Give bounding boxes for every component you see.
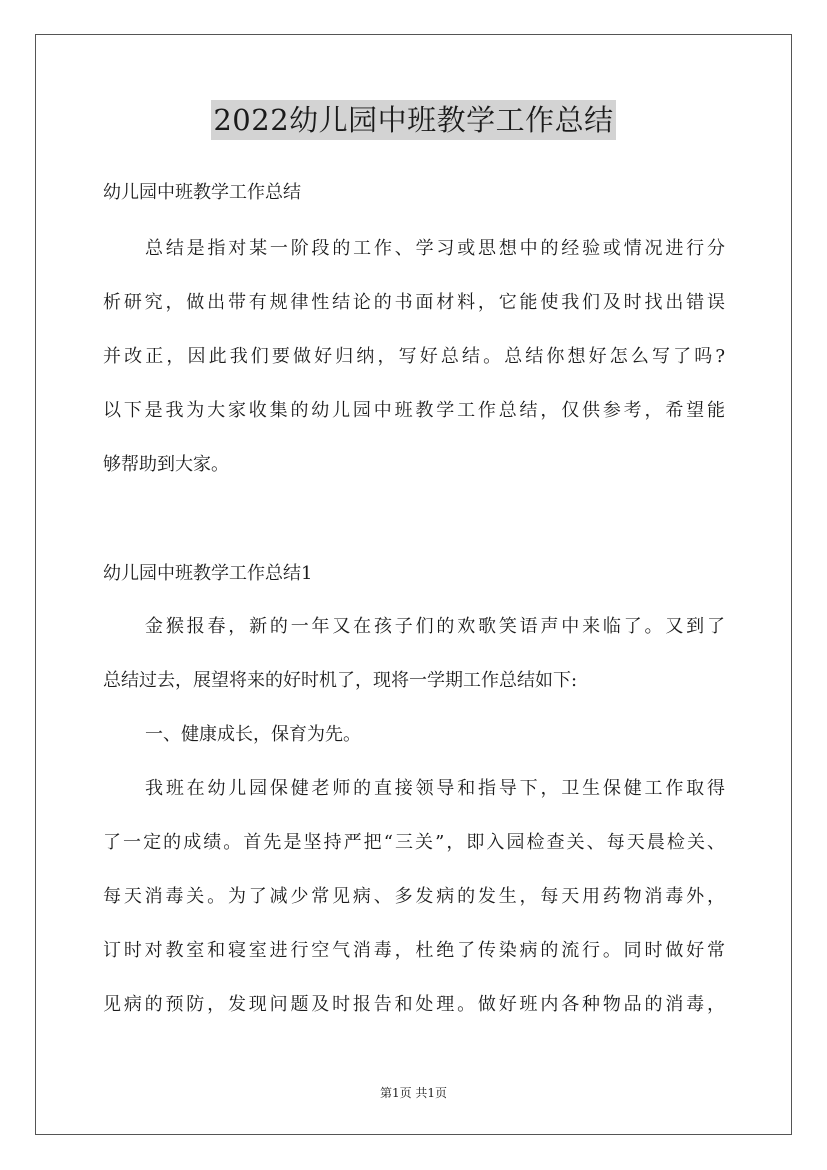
intro-line: 以下是我为大家收集的幼儿园中班教学工作总结，仅供参考，希望能 [103, 400, 725, 421]
intro-line: 够帮助到大家。 [103, 454, 229, 475]
body-line: 金猴报春，新的一年又在孩子们的欢歌笑语声中来临了。又到了 [145, 616, 725, 637]
document-title: 2022幼儿园中班教学工作总结 [211, 100, 615, 140]
body-line: 订时对教室和寝室进行空气消毒，杜绝了传染病的流行。同时做好常 [103, 940, 725, 961]
subheading-summary: 幼儿园中班教学工作总结 [103, 182, 301, 203]
page-footer: 第1页 共1页 [379, 1086, 448, 1100]
body-line: 每天消毒关。为了减少常见病、多发病的发生，每天用药物消毒外， [103, 886, 725, 907]
title-container [0, 100, 827, 140]
subheading-section-1: 幼儿园中班教学工作总结1 [103, 563, 313, 584]
body-line: 见病的预防，发现问题及时报告和处理。做好班内各种物品的消毒， [103, 994, 725, 1015]
body-line: 我班在幼儿园保健老师的直接领导和指导下，卫生保健工作取得 [145, 778, 725, 799]
intro-line: 析研究，做出带有规律性结论的书面材料，它能使我们及时找出错误 [103, 292, 725, 313]
body-line: 总结过去，展望将来的好时机了，现将一学期工作总结如下: [103, 670, 578, 691]
body-line: 了一定的成绩。首先是坚持严把“三关”，即入园检查关、每天晨检关、 [103, 832, 725, 853]
intro-line: 总结是指对某一阶段的工作、学习或思想中的经验或情况进行分 [145, 238, 725, 259]
intro-line: 并改正，因此我们要做好归纳，写好总结。总结你想好怎么写了吗? [103, 346, 725, 367]
section-heading-health: 一、健康成长，保育为先。 [145, 724, 361, 745]
